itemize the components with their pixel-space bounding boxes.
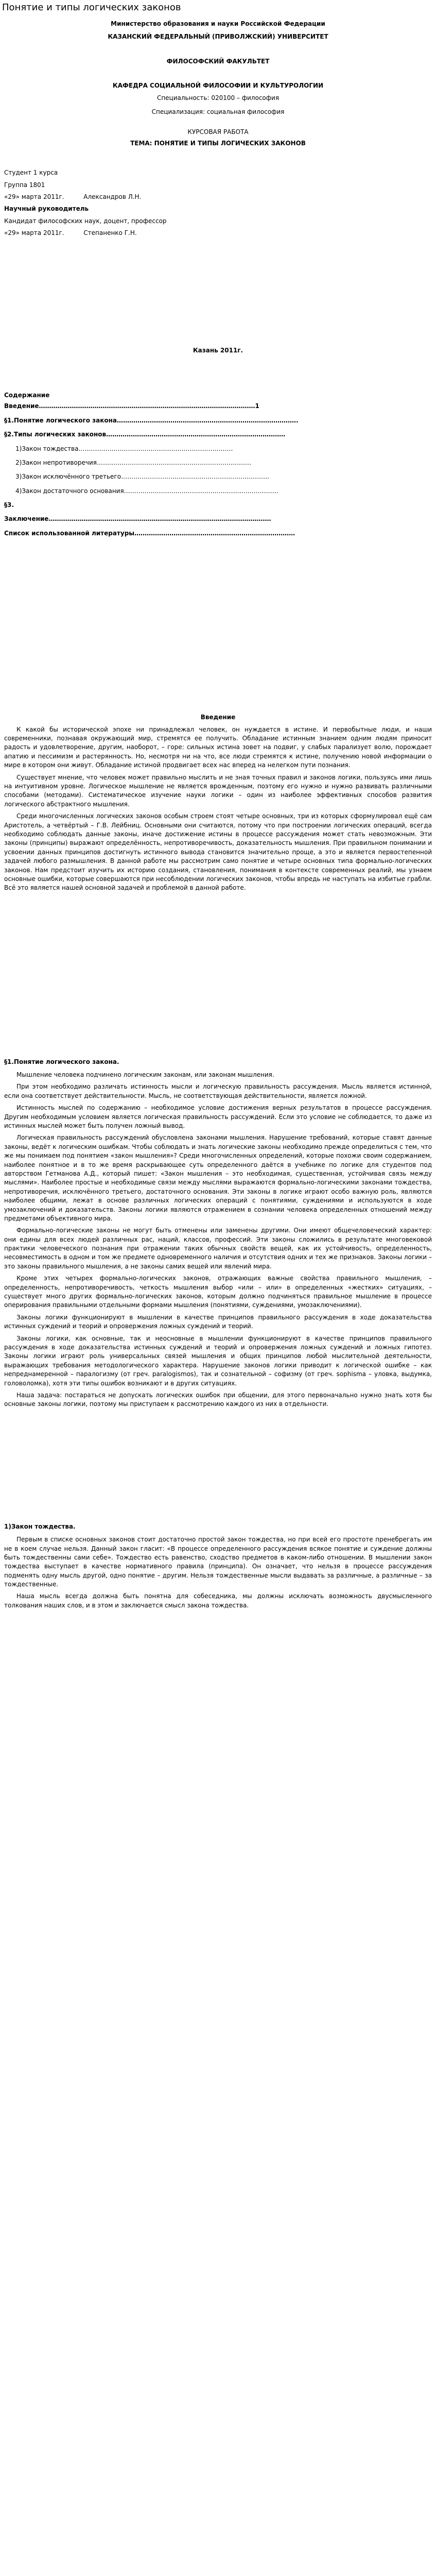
law-identity-heading: 1)Закон тождества. [4,1522,76,1530]
supervisor-name: Степаненко Г.Н. [83,229,137,237]
intro-heading: Введение [200,714,236,721]
table-of-contents [0,391,436,538]
group-line: Группа 1801 [4,181,45,189]
section-1-paragraph-2: При этом необходимо различать истинность мысли и логическую правильность рассуждения. Мысль является истинной, если она соответствует действительности. Мысль, не соответствующая действительности, является ложной. [4,1083,432,1099]
introduction [0,713,436,892]
section-1-paragraph-5: Формально-логические законы не могут быть отменены или заменены другими. Они имеют общечеловеческий характер: они едины для всех людей различных рас, наций, классов, профессий. Эти законы сложились в результате многовековой практики человеческого познания при отражении таких обычных свойств вещей, как их устойчивость, определенность, несовместимость в одном и том же предмете одновременного наличия и отсутствия одних и тех же признаков. Законы логики – это законы правильного мышления, а не законы самих вещей или явлений мира. [4,1227,432,1270]
section-1-paragraph-4: Логическая правильность рассуждений обусловлена законами мышления. Нарушение требований, которые ставят данные законы, ведёт к логическим ошибкам. Чтобы соблюдать и знать логические законы необходимо прежде определиться с тем, что же мы понимаем под понятием «закон мышления»? Среди многочисленных определений, которые похожи своим содержанием, наиболее понятное и в то же время раскрывающее суть определенного даётся в учебнике по логике для студентов под авторством Гетманова А.Д., который пишет: «Закон мышления – это необходимая, существенная, устойчивая связь между мыслями». Наиболее простые и необходимые связи между мыслями выражаются формально-логическими законами тождества, непротиворечия, исключённого третьего, достаточного основания. Эти законы в логике играют особо важную роль, являются наиболее общими, лежат в основе различных логических операций с понятиями, суждениями и используются в ходе умозаключений и доказательств. Законы логики являются отражением в сознании человека определенных отношений между предметами объективного мира. [4,1134,432,1222]
student-name: Александров Л.Н. [83,193,142,200]
toc-item-identity[interactable]: 1)Закон тождества………………………………………………………………… [15,445,233,452]
supervisor-sign-line [4,229,432,238]
student-line: Студент 1 курса [4,169,58,177]
toc-section-1[interactable]: §1.Понятие логического закона……………………………………………………………………………. [4,416,299,424]
supervisor-title: Кандидат философских наук, доцент, профессор [4,217,167,225]
section-1-paragraph-3: Истинность мыслей по содержанию – необходимое условие достижения верных результатов в процессе рассуждения. Другим необходимым условием является логическая правильность рассуждений. Если это условие не соблюдается, то даже из истинных мыслей может быть получен ложный вывод. [4,1104,432,1130]
toc-section-2[interactable]: §2.Типы логических законов…………………………………………………………………………… [4,431,286,438]
document-title: Понятие и типы логических законов [2,2,181,13]
toc-intro[interactable]: Введение……………………………………………………………………………………………1 [4,402,259,410]
section-1-heading: §1.Понятие логического закона. [4,1058,119,1065]
section-1-paragraph-8: Законы логики, как основные, так и неосновные в мышлении функционируют в качестве принципов правильного рассуждения в ходе доказательства истинных суждений и теорий и опровержения ложных суждений и ложных гипотез. Законы логики играют роль универсальных связей мышления и общих принципов любой мыслительной деятельности, выражающих требования методологического характера. Нарушение законов логики приводит к логической ошибке – как непреднамеренной – паралогизму (от греч. paralogismos), так и сознательной – софизму (от греч. sophisma – уловка, выдумка, головоломка), хотя эти типы ошибок возникают и в других ситуациях. [4,1334,432,1387]
cover-page [0,20,436,355]
student-date: «29» марта 2011г. [4,193,64,200]
city-year: Казань 2011г. [193,346,243,354]
intro-paragraph-3: Среди многочисленных логических законов особым строем стоят четыре основных, три из которых сформулировал ещё сам Аристотель, а четвёртый – Г.В. Лейбниц. Основными они считаются, потому что при построении логических операций, всегда необходимо соблюдать данные законы, иначе достижение истины в процессе рассуждения может стать невозможным. Эти законы (принципы) выражают определённость, непротиворечивость, доказательность мышления. При правильном понимании и усвоении данных принципов достигнуть истинного вывода становится значительно проще, а это и является первостепенной задачей любого размышления. В данной работе мы рассмотрим само понятие и четыре основных типа формально-логических законов. Нам предстоит изучить их историю создания, становления, понимания в контексте современных реалий, мы узнаем основные ошибки, которые совершаются при несоблюдении логических законов, чтобы впредь не наступать на избитые грабли. Всё это является нашей основной задачей и проблемой в данной работе. [4,812,432,892]
section-1-paragraph-9: Наша задача: постараться не допускать логических ошибок при общении, для этого первоначально нужно знать хотя бы основные законы логики, поэтому мы приступаем к рассмотрению каждого из них в отдельности. [4,1391,432,1408]
work-type-line: КУРСОВАЯ РАБОТА [187,128,249,136]
student-sign-line [4,193,432,201]
specialization-line: Специализация: социальная философия [151,108,285,116]
toc-section-3[interactable]: §3. [4,501,14,509]
section-1-paragraph-7: Законы логики функционируют в мышлении в качестве принципов правильного рассуждения в ходе доказательства истинных суждений и теорий и опровержения ложных суждений и теорий. [4,1313,432,1330]
section-1 [0,1058,436,1409]
ministry-line: Министерство образования и науки Российской Федерации [111,20,325,28]
toc-item-excluded-middle[interactable]: 3)Закон исключённого третьего……………………………………………………………… [15,473,270,481]
department-line: КАФЕДРА СОЦИАЛЬНОЙ ФИЛОСОФИИ И КУЛЬТУРОЛОГИИ [112,82,324,90]
university-line: КАЗАНСКИЙ ФЕДЕРАЛЬНЫЙ (ПРИВОЛЖСКИЙ) УНИВЕРСИТЕТ [108,33,328,41]
intro-paragraph-1: К какой бы исторической эпохе ни принадлежал человек, он нуждается в истине. И первобытные люди, и наши современники, познавая окружающий мир, стремятся ее получить. Обладание истинным знанием одним людям приносит радость и удовлетворение, другим, наоборот, – горе: сильных истина зовет на подвиг, у слабых парализует волю, порождает апатию и пессимизм и растерянность. Но, несмотря ни на что, все люди стремятся к истине, получению новой информации о мире в котором они живут. Обладание истиной продвигает всех нас вперед на нелегком пути познания. [4,725,432,769]
toc-item-noncontradiction[interactable]: 2)Закон непротиворечия………………………………………………………………… [15,459,251,466]
intro-paragraph-2: Существует мнение, что человек может правильно мыслить и не зная точных правил и законов логики, пользуясь ими лишь на интуитивном уровне. Логическое мышление не является врожденным, поэтому его нужно и нужно развивать различными способами (методами). Систематическое изучение науки логики – один из наиболее эффективных способов развития логического абстрактного мышления. [4,773,432,808]
toc-bibliography[interactable]: Список использованной литературы…………………………………………………………………… [4,529,295,537]
toc-heading: Содержание [4,391,50,399]
section-1-paragraph-6: Кроме этих четырех формально-логических законов, отражающих важные свойства правильного мышления, – определенность, непротиворечивость, четкость мышления выбор «или – или» в определенных «жестких» ситуациях, – существует много других формально-логических законов, которым должно подчиняться правильное мышление в процессе оперирования правильными отдельными формами мышления (понятиями, суждениями, умозаключениями). [4,1275,432,1309]
toc-conclusion[interactable]: Заключение……………………………………………………………………………………………… [4,515,271,523]
faculty-line: ФИЛОСОФСКИЙ ФАКУЛЬТЕТ [166,57,270,65]
supervisor-label: Научный руководитель [4,205,89,213]
law-identity-paragraph-2: Наша мысль всегда должна быть понятна для собеседника, мы должны исключать возможность двусмысленного толкования наших слов, и в этом и заключается смысл закона тождества. [4,1592,432,1609]
section-2 [0,1522,436,1611]
topic-line: ТЕМА: ПОНЯТИЕ И ТИПЫ ЛОГИЧЕСКИХ ЗАКОНОВ [130,139,306,147]
supervisor-date: «29» марта 2011г. [4,229,64,237]
toc-item-sufficient-reason[interactable]: 4)Закон достаточного основания………………………………………………………………… [15,487,278,495]
law-identity-paragraph-1: Первым в списке основных законов стоит достаточно простой закон тождества, но при всей его простоте пренебрегать им не в коем случае нельзя. Данный закон гласит: «В процессе определенного рассуждения всякое понятие и суждение должны быть тождественны сами себе». Тождество есть равенство, сходство предметов в каком-либо отношении. В мышлении закон тождества выступает в качестве нормативного правила (принципа). Он означает, что нельзя в процессе рассуждения подменять одну мысль другой, одно понятие – другим. Нельзя тождественные мысли выдавать за различные, а различные – за тождественные. [4,1536,432,1588]
section-1-paragraph-1: Мышление человека подчинено логическим законам, или законам мышления. [16,1071,274,1079]
specialty-line: Специальность: 020100 – философия [156,94,280,101]
